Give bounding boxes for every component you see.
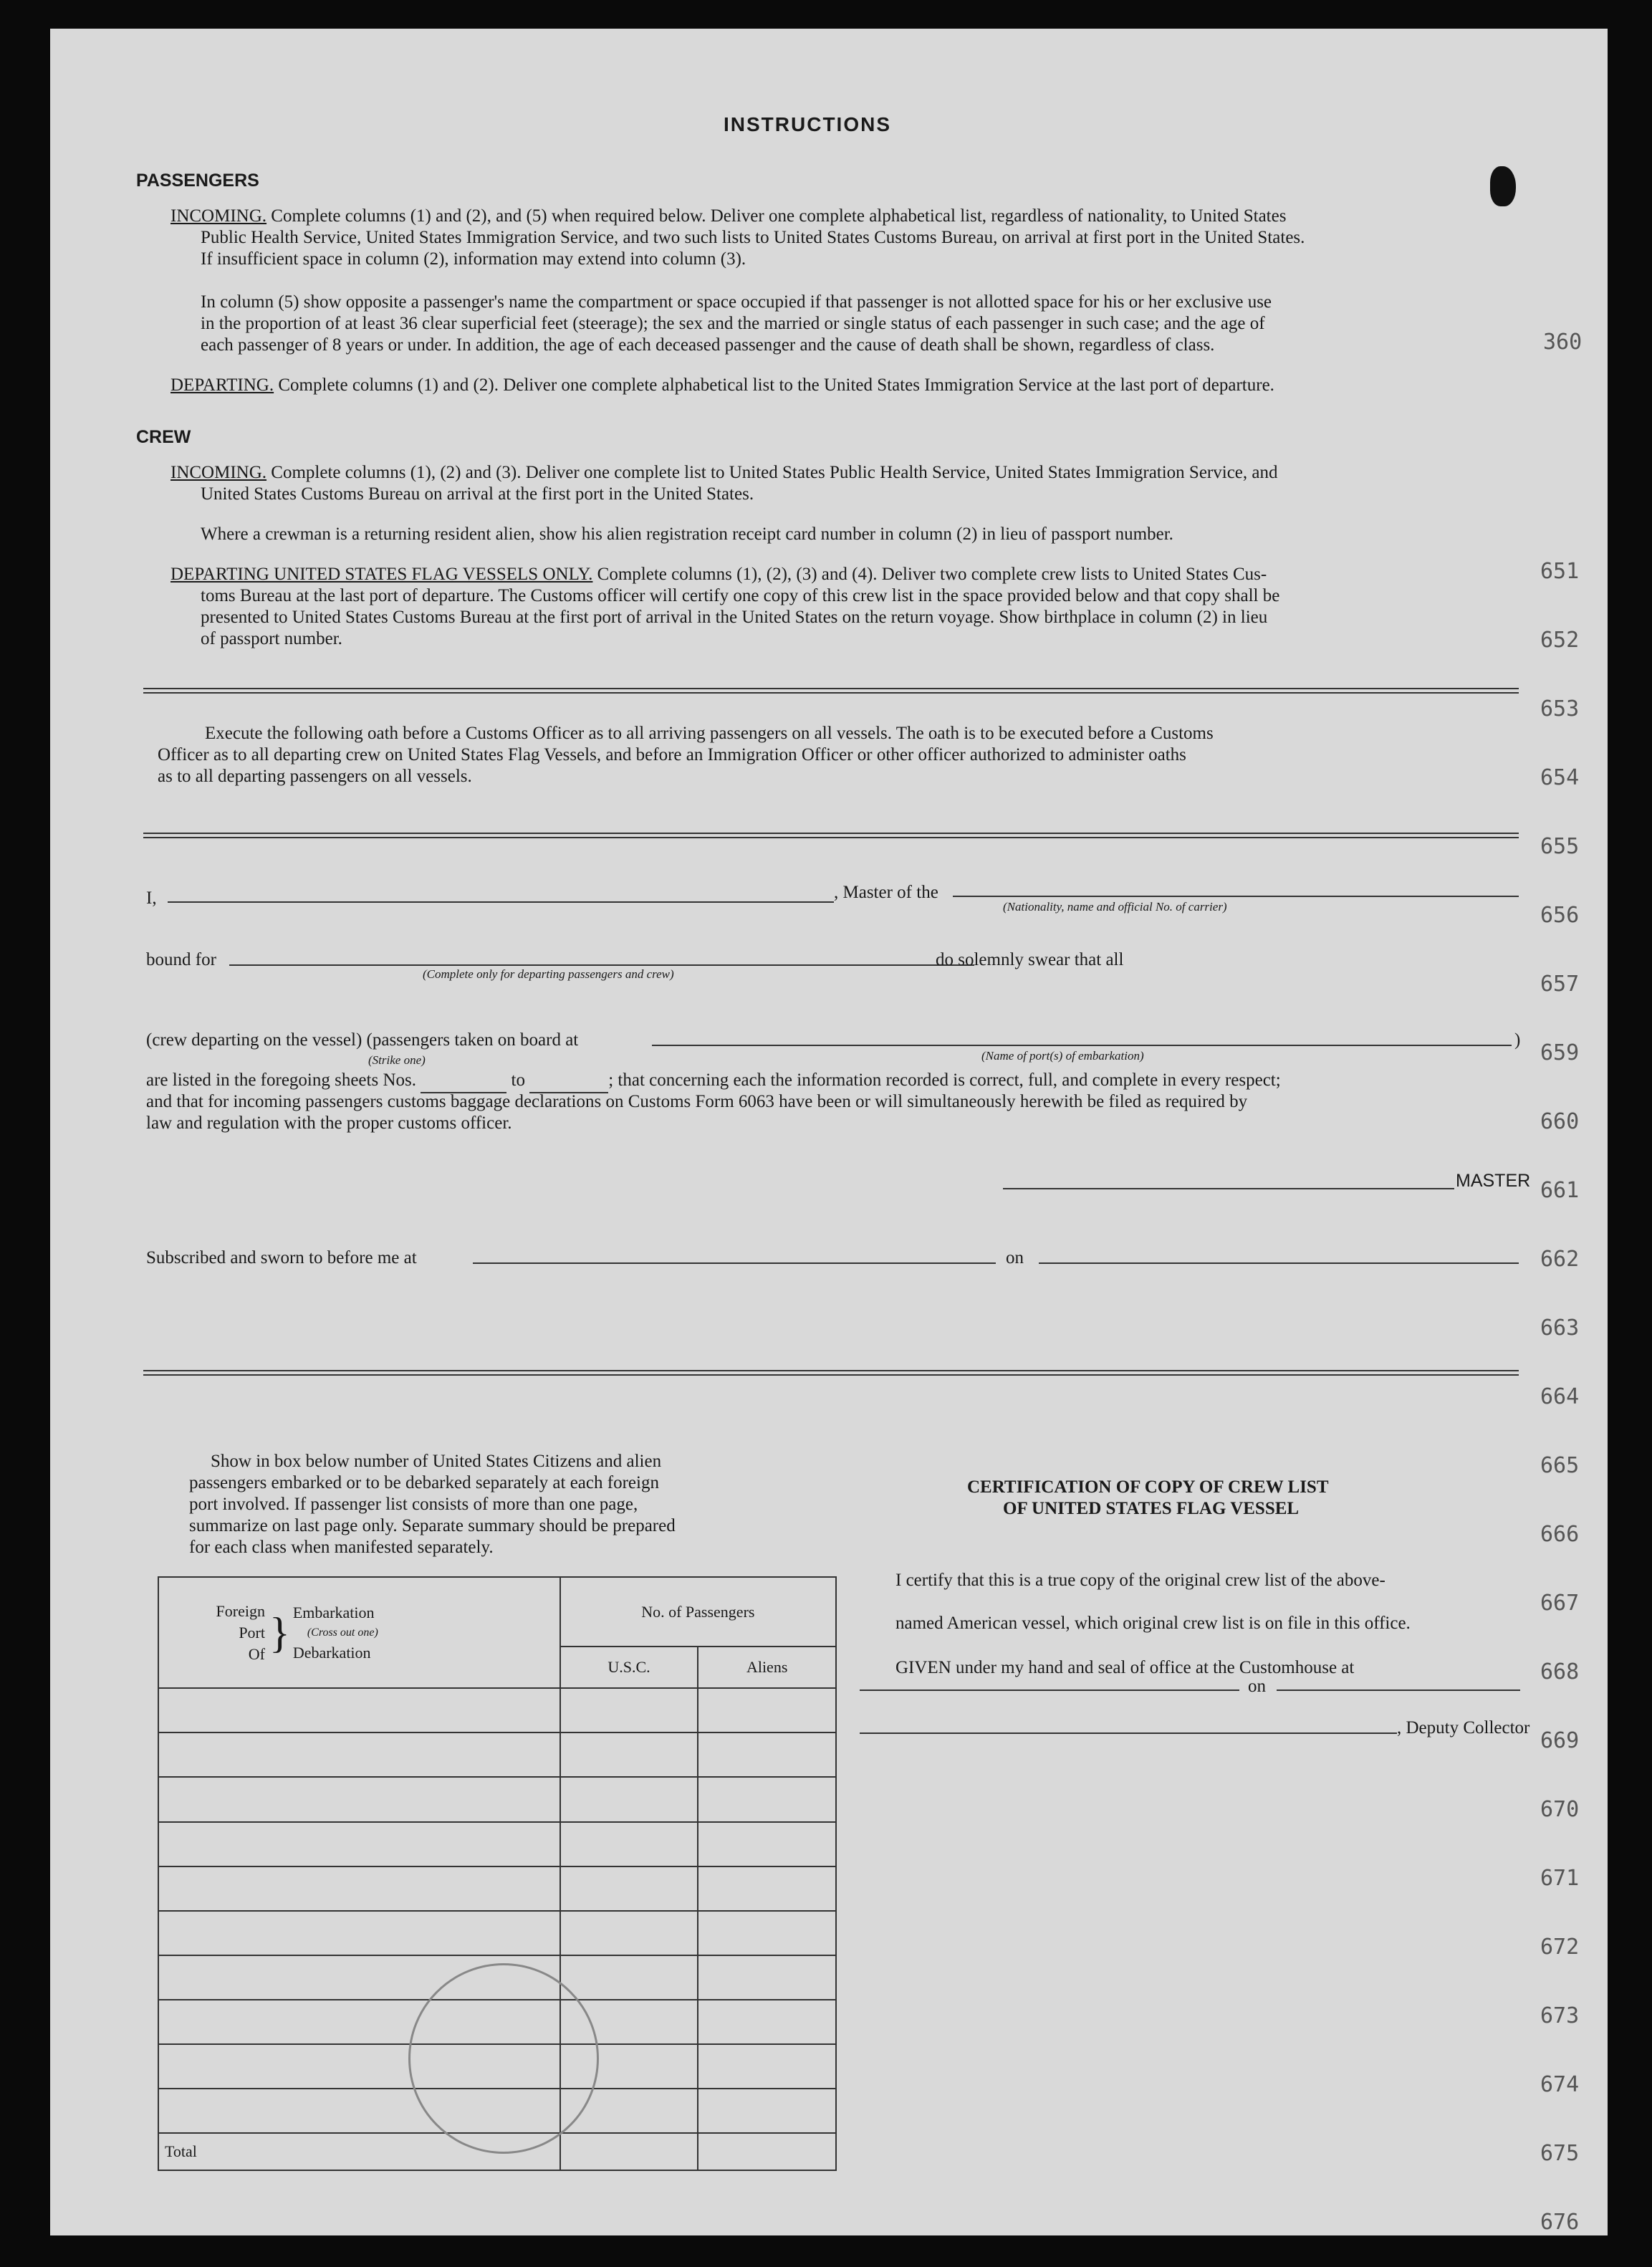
master-of-label: , Master of the bbox=[834, 883, 938, 902]
listed-text-3: law and regulation with the proper customs officer. bbox=[146, 1113, 512, 1133]
bleed-row-number: 659 bbox=[1540, 1040, 1580, 1065]
bleed-row-number: 660 bbox=[1540, 1109, 1580, 1134]
bleed-row-number: 673 bbox=[1540, 2003, 1580, 2028]
bleed-row-number: 662 bbox=[1540, 1247, 1580, 1272]
bleed-row-number: 668 bbox=[1540, 1659, 1580, 1684]
foreign-label: Foreign bbox=[216, 1601, 265, 1620]
certification-title-1: CERTIFICATION OF COPY OF CREW LIST bbox=[967, 1477, 1329, 1497]
listed-text-1b: to bbox=[511, 1070, 525, 1090]
embarkation-label: Embarkation bbox=[292, 1603, 375, 1621]
bleed-row-number: 661 bbox=[1540, 1178, 1580, 1203]
cross-out-label: (Cross out one) bbox=[307, 1626, 378, 1639]
bleed-row-number: 657 bbox=[1540, 972, 1580, 997]
bleed-through-rows bbox=[50, 29, 1608, 2235]
bleed-row-number: 654 bbox=[1540, 765, 1580, 790]
subscribed-on-label: on bbox=[1006, 1248, 1024, 1267]
strike-one-caption: (Strike one) bbox=[368, 1053, 426, 1067]
customs-stamp-seal bbox=[408, 1963, 599, 2154]
bleed-row-number: 663 bbox=[1540, 1315, 1580, 1341]
bleed-sheet-number: 360 bbox=[1543, 330, 1583, 355]
summary-instructions-1: Show in box below number of United States Citizens and alien bbox=[211, 1452, 662, 1471]
oath-intro-3: as to all departing passengers on all vessels. bbox=[158, 767, 472, 786]
summary-instructions-4: summarize on last page only. Separate summary should be prepared bbox=[189, 1516, 676, 1535]
total-label: Total bbox=[158, 2133, 560, 2170]
certification-title-2: OF UNITED STATES FLAG VESSEL bbox=[1003, 1499, 1300, 1518]
crew-departing-text-1: Complete columns (1), (2), (3) and (4). Deliver two complete crew lists to United States Cus- bbox=[597, 565, 1267, 584]
carrier-caption: (Nationality, name and official No. of carrier) bbox=[1003, 900, 1227, 914]
listed-text-2: and that for incoming passengers customs baggage declarations on Customs Form 6063 have been or will simultaneously herewith be filed as required by bbox=[146, 1092, 1248, 1111]
bleed-row-number: 667 bbox=[1540, 1591, 1580, 1616]
bleed-row-number: 670 bbox=[1540, 1797, 1580, 1822]
aliens-header: Aliens bbox=[698, 1647, 836, 1688]
bleed-row-number: 656 bbox=[1540, 903, 1580, 928]
column5-text-3: each passenger of 8 years or under. In addition, the age of each deceased passenger and the cause of death shall be shown, regardless of class. bbox=[201, 335, 1215, 355]
subscribed-label: Subscribed and sworn to before me at bbox=[146, 1248, 417, 1267]
column5-text-2: in the proportion of at least 36 clear superficial feet (steerage); the sex and the married or single status of each passenger in such case; and the age of bbox=[201, 314, 1265, 333]
crew-incoming-text-2: United States Customs Bureau on arrival at the first port in the United States. bbox=[201, 484, 754, 504]
cert-on-label: on bbox=[1248, 1677, 1266, 1696]
bleed-row-number: 653 bbox=[1540, 696, 1580, 722]
port-label: Port bbox=[239, 1623, 265, 1641]
oath-i-label: I, bbox=[146, 888, 157, 908]
oath-intro-1: Execute the following oath before a Customs Officer as to all arriving passengers on all vessels. The oath is to be executed before a Customs bbox=[205, 724, 1214, 743]
certify-text-1: I certify that this is a true copy of the original crew list of the above- bbox=[895, 1571, 1386, 1590]
crew-departing-text-4: of passport number. bbox=[201, 629, 342, 648]
crew-resident-text: Where a crewman is a returning resident alien, show his alien registration receipt card number in column (2) in lieu of passport number. bbox=[201, 524, 1173, 544]
bleed-row-number: 675 bbox=[1540, 2141, 1580, 2166]
deputy-collector-label: , Deputy Collector bbox=[1397, 1718, 1530, 1738]
column5-text-1: In column (5) show opposite a passenger's name the compartment or space occupied if that passenger is not allotted space for his or her exclusive use bbox=[201, 292, 1272, 312]
bleed-row-number: 672 bbox=[1540, 1935, 1580, 1960]
master-label: MASTER bbox=[1456, 1171, 1531, 1191]
swear-label: do solemnly swear that all bbox=[936, 950, 1124, 969]
summary-instructions-5: for each class when manifested separately. bbox=[189, 1538, 494, 1557]
ink-blot bbox=[1490, 166, 1516, 206]
document-page bbox=[50, 29, 1608, 2235]
bleed-row-number: 666 bbox=[1540, 1522, 1580, 1547]
brace-glyph: } bbox=[269, 1609, 290, 1657]
bound-for-label: bound for bbox=[146, 950, 216, 969]
bleed-row-number: 674 bbox=[1540, 2072, 1580, 2097]
crew-incoming-text-1: Complete columns (1), (2) and (3). Deliver one complete list to United States Public Health Service, United States Immigration Service, and bbox=[271, 463, 1278, 482]
debarkation-label: Debarkation bbox=[292, 1643, 371, 1662]
crew-heading: CREW bbox=[136, 427, 191, 447]
passengers-departing-label: DEPARTING. bbox=[171, 375, 274, 395]
passengers-incoming-text-1: Complete columns (1) and (2), and (5) when required below. Deliver one complete alphabetical list, regardless of nationality, to United States bbox=[271, 206, 1287, 226]
bleed-row-number: 665 bbox=[1540, 1453, 1580, 1478]
bleed-row-number: 652 bbox=[1540, 628, 1580, 653]
crew-departing-text-2: toms Bureau at the last port of departure. The Customs officer will certify one copy of this crew list in the space provided below and that copy shall be bbox=[201, 586, 1280, 605]
bleed-row-number: 655 bbox=[1540, 834, 1580, 859]
summary-instructions-3: port involved. If passenger list consists of more than one page, bbox=[189, 1495, 638, 1514]
crew-departing-text-3: presented to United States Customs Bureau at the first port of arrival in the United States on the return voyage. Show birthplace in column (2) in lieu bbox=[201, 608, 1268, 627]
certify-text-2: named American vessel, which original crew list is on file in this office. bbox=[895, 1614, 1411, 1633]
bleed-row-number: 676 bbox=[1540, 2210, 1580, 2235]
page-title: INSTRUCTIONS bbox=[724, 113, 891, 135]
passengers-incoming-text-2: Public Health Service, United States Immigration Service, and two such lists to United States Customs Bureau, on arrival at first port in the United States. bbox=[201, 228, 1305, 247]
no-passengers-header: No. of Passengers bbox=[560, 1577, 836, 1647]
bleed-row-number: 671 bbox=[1540, 1866, 1580, 1891]
listed-text-1a: are listed in the foregoing sheets Nos. bbox=[146, 1070, 416, 1090]
passengers-heading: PASSENGERS bbox=[136, 171, 259, 191]
passengers-incoming-text-3: If insufficient space in column (2), information may extend into column (3). bbox=[201, 249, 746, 269]
bleed-row-number: 651 bbox=[1540, 559, 1580, 584]
ports-caption: (Name of port(s) of embarkation) bbox=[981, 1049, 1144, 1063]
passengers-departing-text: Complete columns (1) and (2). Deliver one complete alphabetical list to the United States Immigration Service at the last port of departure. bbox=[278, 375, 1274, 395]
oath-intro-2: Officer as to all departing crew on United States Flag Vessels, and before an Immigration Officer or other officer authorized to administer oaths bbox=[158, 745, 1186, 765]
of-label: Of bbox=[248, 1644, 265, 1663]
crew-departing-label-oath: (crew departing on the vessel) (passengers taken on board at bbox=[146, 1030, 579, 1050]
bound-for-caption: (Complete only for departing passengers and crew) bbox=[423, 967, 674, 981]
given-text: GIVEN under my hand and seal of office at the Customhouse at bbox=[895, 1658, 1355, 1677]
usc-header: U.S.C. bbox=[560, 1647, 698, 1688]
bleed-row-number: 664 bbox=[1540, 1384, 1580, 1409]
close-paren: ) bbox=[1514, 1030, 1521, 1050]
crew-incoming-label: INCOMING. bbox=[171, 463, 267, 482]
crew-departing-label: DEPARTING UNITED STATES FLAG VESSELS ONLY. bbox=[171, 565, 593, 584]
passengers-incoming-label: INCOMING. bbox=[171, 206, 267, 226]
listed-text-1c: ; that concerning each the information recorded is correct, full, and complete in every respect; bbox=[608, 1070, 1281, 1090]
summary-instructions-2: passengers embarked or to be debarked separately at each foreign bbox=[189, 1473, 659, 1492]
bleed-row-number: 669 bbox=[1540, 1728, 1580, 1753]
